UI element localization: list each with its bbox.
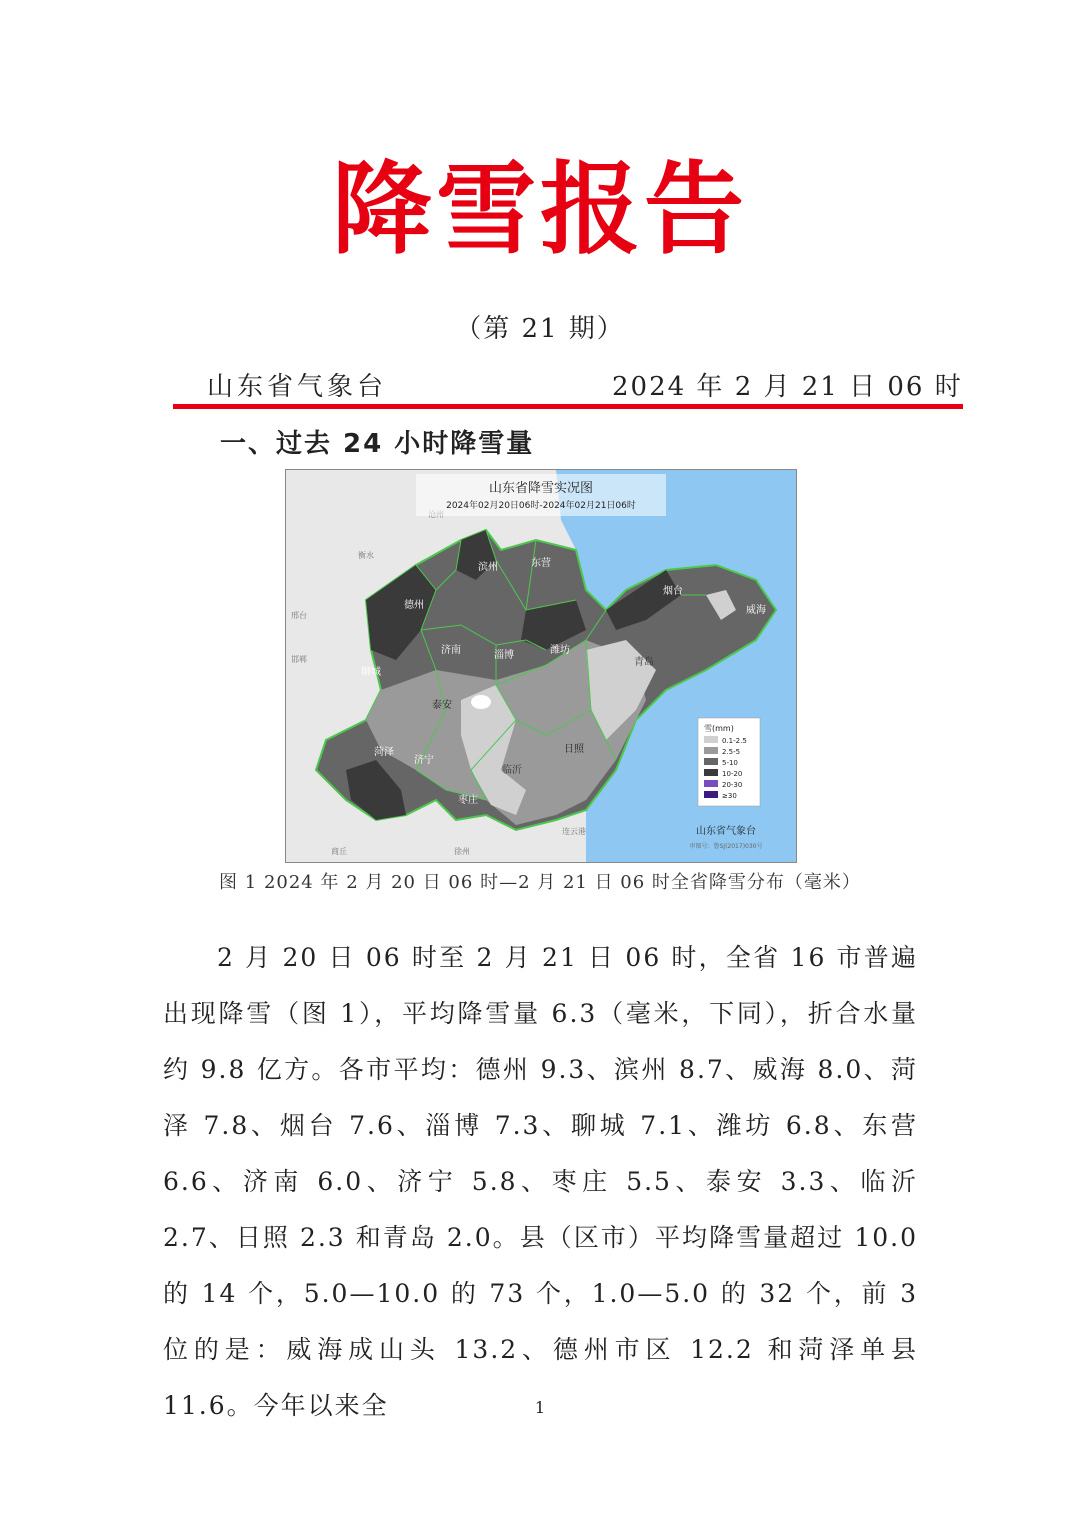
- legend-label: 2.5-5: [722, 748, 741, 756]
- issue-number: （第 21 期）: [455, 314, 625, 344]
- map-city-label-6: 济南: [441, 645, 461, 656]
- figure-caption: 图 1 2024 年 2 月 20 日 06 时—2 月 21 日 06 时全省降雪分布（毫米）: [219, 872, 861, 893]
- legend-swatch: [704, 791, 718, 798]
- map-city-label-15: 枣庄: [458, 795, 478, 806]
- legend-label: 0.1-2.5: [722, 737, 747, 745]
- legend-label: 5-10: [722, 759, 738, 767]
- map-city-label-0: 德州: [404, 600, 424, 611]
- organization: 山东省气象台: [207, 372, 388, 402]
- legend-swatch: [704, 758, 718, 765]
- body-paragraph: [163, 930, 918, 1434]
- map-credit: 山东省气象台: [696, 826, 756, 837]
- map-period: 2024年02月20日06时-2024年02月21日06时: [446, 501, 636, 511]
- legend-label: 20-30: [722, 781, 743, 789]
- section-heading: 一、过去 24 小时降雪量: [220, 429, 535, 459]
- map-city-label-2: 东营: [531, 558, 551, 569]
- map-city-label-9: 青岛: [634, 657, 654, 668]
- map-city-label-8: 潍坊: [550, 645, 570, 656]
- map-legend-title: 雪(mm): [704, 724, 734, 733]
- map-city-label-10: 泰安: [432, 700, 452, 711]
- map-city-label-5: 聊城: [361, 667, 381, 678]
- map-city-label-13: 菏泽: [374, 747, 394, 758]
- page-number: 1: [534, 1398, 546, 1417]
- body-paragraph-text: 2 月 20 日 06 时至 2 月 21 日 06 时，全省 16 市普遍出现降雪（图 1），平均降雪量 6.3（毫米，下同），折合水量约 9.8 亿方。各市平均：德州 9.3、滨州 8.7、威海 8.0、菏泽 7.8、烟台 7.6、淄博 7.3、聊城 7.1、潍坊 6.8、东营 6.6、济南 6.0、济宁 5.8、枣庄 5.5、泰安 3.3、临沂 2.7、日照 2.3 和青岛 2.0。县（区市）平均降雪量超过 10.0 的 14 个，5.0—10.0 的 73 个，1.0—5.0 的 32 个，前 3 位的是：威海成山头 13.2、德州市区 12.2 和菏泽单县 11.6。今年以来全: [163, 943, 918, 1420]
- legend-swatch: [704, 769, 718, 776]
- map-city-label-14: 临沂: [502, 765, 522, 776]
- map-city-label-3: 烟台: [663, 586, 683, 597]
- map-city-label-7: 淄博: [494, 650, 514, 661]
- legend-swatch: [704, 780, 718, 787]
- map-review-number: 审图号：鲁SJ(2017)030号: [689, 843, 763, 850]
- map-city-label-12: 济宁: [414, 755, 434, 766]
- header-divider: [173, 404, 963, 409]
- report-title: 降雪报告: [332, 151, 748, 268]
- issue-date: 2024 年 2 月 21 日 06 时: [612, 372, 963, 402]
- map-label-outside-1: 衡水: [358, 551, 374, 560]
- snowfall-map: [285, 469, 797, 863]
- map-label-outside-4: 商丘: [331, 847, 347, 856]
- map-city-label-11: 日照: [564, 744, 584, 755]
- snowfall-map-svg: [286, 470, 796, 862]
- map-label-outside-5: 徐州: [454, 847, 470, 856]
- map-title: 山东省降雪实况图: [488, 481, 594, 496]
- map-zone-no-snow: [471, 695, 491, 709]
- map-city-label-4: 威海: [746, 605, 766, 616]
- legend-swatch: [704, 736, 718, 743]
- map-label-outside-6: 连云港: [562, 827, 586, 836]
- map-label-outside-3: 邯郸: [291, 655, 307, 664]
- legend-label: 10-20: [722, 770, 743, 778]
- legend-swatch: [704, 747, 718, 754]
- map-label-outside-2: 邢台: [291, 611, 307, 620]
- legend-label: ≥30: [722, 792, 737, 800]
- map-city-label-1: 滨州: [478, 562, 498, 573]
